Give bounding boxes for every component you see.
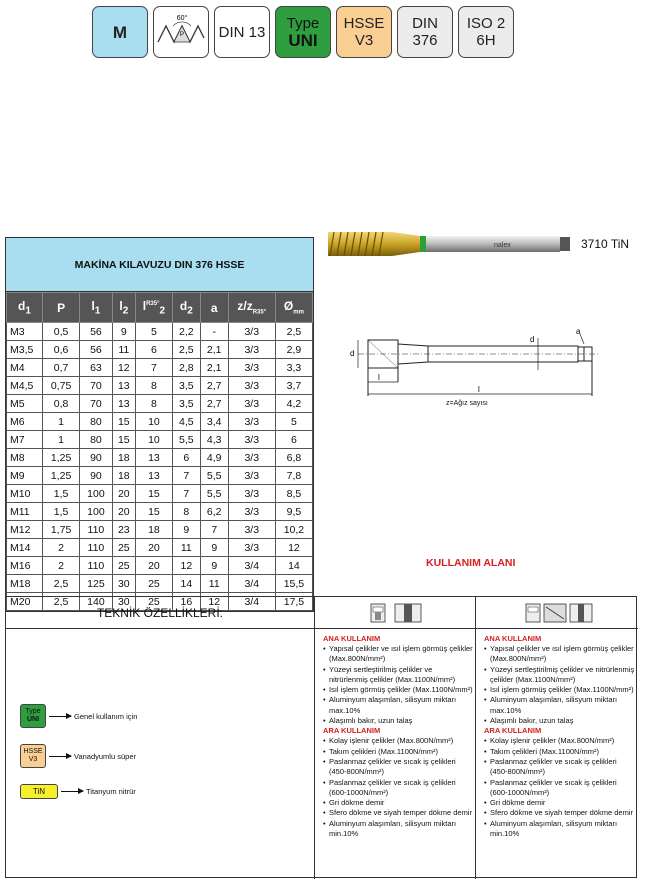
table-cell: 11 xyxy=(172,539,200,557)
table-cell: 20 xyxy=(135,557,172,575)
table-header-row xyxy=(7,293,313,323)
table-cell: 3/3 xyxy=(228,341,275,359)
table-cell: 15 xyxy=(135,485,172,503)
list-item: • Yüzeyi sertleştirilmiş çelikler ve nitrürlenmiş çelikler (Max.1100N/mm²) xyxy=(484,665,636,686)
hsse-badge-small xyxy=(20,744,46,768)
features-grid xyxy=(5,596,637,878)
table-cell: 14 xyxy=(172,575,200,593)
secondary-usage-heading: ARA KULLANIM xyxy=(484,726,542,736)
table-cell: M9 xyxy=(7,467,43,485)
table-cell: 5 xyxy=(275,413,312,431)
table-cell: 3/4 xyxy=(228,557,275,575)
table-cell: 9 xyxy=(200,557,228,575)
table-cell: 8 xyxy=(135,395,172,413)
table-cell: 25 xyxy=(135,575,172,593)
table-cell: 56 xyxy=(80,323,113,341)
din-number-label: 376 xyxy=(412,32,438,49)
list-item: • Sfero dökme ve siyah temper dökme demir xyxy=(484,808,636,818)
table-cell: 18 xyxy=(112,449,135,467)
d1-label: d xyxy=(350,349,355,358)
technical-drawing xyxy=(318,320,608,410)
table-cell: 125 xyxy=(80,575,113,593)
table-cell: 2 xyxy=(43,557,80,575)
table-cell: 11 xyxy=(200,575,228,593)
type-label: Type xyxy=(286,15,320,32)
table-cell: M18 xyxy=(7,575,43,593)
table-cell: 1,25 xyxy=(43,449,80,467)
table-cell: 4,3 xyxy=(200,431,228,449)
table-cell: 140 xyxy=(80,593,113,611)
table-cell: 2,5 xyxy=(43,575,80,593)
arrow-icon xyxy=(49,716,71,717)
table-cell: 80 xyxy=(80,431,113,449)
table-cell: 0,5 xyxy=(43,323,80,341)
table-cell: 0,7 xyxy=(43,359,80,377)
table-row xyxy=(7,467,313,485)
header-symbol: l xyxy=(142,298,147,313)
header-symbol: d xyxy=(18,298,26,313)
din13-badge xyxy=(214,6,270,58)
table-cell: 3/4 xyxy=(228,593,275,611)
table-row xyxy=(7,449,313,467)
list-item: • Isıl işlem görmüş çelikler (Max.1100N/mm²) xyxy=(484,685,636,695)
table-cell: 8 xyxy=(135,377,172,395)
table-row xyxy=(7,485,313,503)
list-item: • Gri dökme demir xyxy=(323,798,473,808)
table-cell: 10 xyxy=(135,431,172,449)
through-hole-icon xyxy=(476,597,638,629)
table-row xyxy=(7,323,313,341)
list-item: • Isıl işlem görmüş çelikler (Max.1100N/mm²) xyxy=(323,685,473,695)
table-cell: 1 xyxy=(43,431,80,449)
header-subscript: 2 xyxy=(159,305,166,317)
list-item: • Paslanmaz çelikler ve sıcak iş çelikleri (600-1000N/mm²) xyxy=(323,778,473,799)
table-cell: 3/3 xyxy=(228,323,275,341)
table-cell: 3/3 xyxy=(228,503,275,521)
din13-label: DIN 13 xyxy=(218,23,266,41)
table-cell: 2,7 xyxy=(200,395,228,413)
table-cell: 12 xyxy=(112,359,135,377)
list-item: • Takım çelikleri (Max.1100N/mm²) xyxy=(323,747,473,757)
tin-description: Titanyum nitrür xyxy=(86,787,136,796)
table-cell: 90 xyxy=(80,449,113,467)
column-header xyxy=(275,293,312,323)
column-header xyxy=(172,293,200,323)
secondary-usage-list xyxy=(323,736,473,839)
table-cell: M8 xyxy=(7,449,43,467)
table-row xyxy=(7,503,313,521)
thread-profile-badge xyxy=(153,6,209,58)
table-cell: 13 xyxy=(112,395,135,413)
table-cell: 7 xyxy=(172,485,200,503)
table-cell: 0,75 xyxy=(43,377,80,395)
table-cell: 90 xyxy=(80,467,113,485)
list-item: • Kolay işlenir çelikler (Max.800N/mm²) xyxy=(484,736,636,746)
table-cell: 16 xyxy=(172,593,200,611)
table-cell: M4 xyxy=(7,359,43,377)
table-cell: 3/3 xyxy=(228,485,275,503)
blind-hole-icon xyxy=(315,597,476,629)
table-cell: 1,5 xyxy=(43,485,80,503)
badge-row xyxy=(92,6,514,58)
table-cell: 2,1 xyxy=(200,359,228,377)
table-cell: 7,8 xyxy=(275,467,312,485)
table-cell: 25 xyxy=(112,557,135,575)
table-cell: 2,9 xyxy=(275,341,312,359)
table-cell: 1,75 xyxy=(43,521,80,539)
table-cell: 6,8 xyxy=(275,449,312,467)
table-cell: M20 xyxy=(7,593,43,611)
product-name: 3710 TiN xyxy=(581,237,630,251)
usage-column-1 xyxy=(315,629,476,879)
table-row xyxy=(7,557,313,575)
table-row xyxy=(7,377,313,395)
a-label: a xyxy=(576,327,581,336)
table-cell: 4,5 xyxy=(172,413,200,431)
table-cell: 2,5 xyxy=(43,593,80,611)
table-cell: 3/3 xyxy=(228,521,275,539)
angle-label: 60° xyxy=(176,15,188,22)
din-label: DIN xyxy=(412,15,438,32)
v3-label: V3 xyxy=(354,32,374,49)
table-cell: M3 xyxy=(7,323,43,341)
tap-photo xyxy=(324,224,574,264)
table-row xyxy=(7,359,313,377)
list-item: • Aluminyum alaşımları, silisyum miktarı max.10% xyxy=(484,695,636,716)
table-cell: 2,5 xyxy=(172,341,200,359)
table-cell: 1,25 xyxy=(43,467,80,485)
table-cell: 13 xyxy=(135,467,172,485)
spec-table-container xyxy=(5,237,314,612)
table-cell: 10 xyxy=(135,413,172,431)
table-row xyxy=(7,575,313,593)
table-cell: 3,7 xyxy=(275,377,312,395)
list-item: • Aluminyum alaşımları, silisyum miktarı max.10% xyxy=(323,695,473,716)
arrow-icon xyxy=(49,756,71,757)
table-cell: 7 xyxy=(135,359,172,377)
uni-description: Genel kullanım için xyxy=(74,711,138,721)
uni-line1: Type xyxy=(25,708,41,715)
table-cell: M11 xyxy=(7,503,43,521)
header-symbol: l xyxy=(91,298,95,313)
hsse-badge xyxy=(336,6,392,58)
table-cell: 15 xyxy=(112,413,135,431)
main-usage-heading: ANA KULLANIM xyxy=(484,634,542,643)
list-item: • Kolay işlenir çelikler (Max.800N/mm²) xyxy=(323,736,473,746)
header-subscript: 1 xyxy=(25,305,31,317)
table-cell: 2 xyxy=(43,539,80,557)
table-cell: M3,5 xyxy=(7,341,43,359)
legend-tin xyxy=(20,784,136,799)
table-cell: 0,8 xyxy=(43,395,80,413)
list-item: • Takım çelikleri (Max.1100N/mm²) xyxy=(484,747,636,757)
header-symbol: d xyxy=(179,298,188,313)
table-cell: 110 xyxy=(80,521,113,539)
list-item: • Aluminyum alaşımları, silisyum miktarı min.10% xyxy=(484,819,636,840)
table-cell: 20 xyxy=(112,503,135,521)
table-cell: 15 xyxy=(135,503,172,521)
table-row xyxy=(7,521,313,539)
table-cell: 1,5 xyxy=(43,503,80,521)
table-cell: 100 xyxy=(80,485,113,503)
legend-hsse xyxy=(20,744,136,768)
column-header xyxy=(112,293,135,323)
table-cell: 20 xyxy=(112,485,135,503)
table-cell: 18 xyxy=(112,467,135,485)
table-cell: 3,5 xyxy=(172,395,200,413)
list-item: • Paslanmaz çelikler ve sıcak iş çelikleri (450-800N/mm²) xyxy=(484,757,636,778)
table-cell: 3/4 xyxy=(228,575,275,593)
table-cell: 4,9 xyxy=(200,449,228,467)
usage-column-2 xyxy=(476,629,638,879)
table-cell: 3,3 xyxy=(275,359,312,377)
d2-label: d xyxy=(530,335,535,344)
column-header xyxy=(7,293,43,323)
iso-class-label: 6H xyxy=(476,32,496,49)
table-cell: 3/3 xyxy=(228,467,275,485)
flute-count-label: z=Ağız sayısı xyxy=(446,400,488,407)
table-cell: M12 xyxy=(7,521,43,539)
table-cell: 12 xyxy=(200,593,228,611)
material-icons-1 xyxy=(315,597,476,629)
table-cell: 70 xyxy=(80,377,113,395)
hsse-description: Vanadyumlu süper xyxy=(74,751,136,761)
list-item: • Yapısal çelikler ve ısıl işlem görmüş çelikler (Max.800N/mm²) xyxy=(484,644,636,665)
table-cell: 13 xyxy=(112,377,135,395)
table-cell: 80 xyxy=(80,413,113,431)
table-cell: 30 xyxy=(112,593,135,611)
table-cell: 3/3 xyxy=(228,377,275,395)
table-cell: 6 xyxy=(135,341,172,359)
header-subscript: R35° xyxy=(252,309,267,316)
header-superscript: R35° xyxy=(146,300,160,307)
header-symbol: Ø xyxy=(283,299,294,314)
table-cell: - xyxy=(200,323,228,341)
iso-badge xyxy=(458,6,514,58)
table-cell: 4,2 xyxy=(275,395,312,413)
table-cell: 8,5 xyxy=(275,485,312,503)
table-cell: 13 xyxy=(135,449,172,467)
table-cell: 6 xyxy=(275,431,312,449)
table-row xyxy=(7,431,313,449)
column-header xyxy=(200,293,228,323)
list-item: • Paslanmaz çelikler ve sıcak iş çelikleri (450-800N/mm²) xyxy=(323,757,473,778)
table-cell: 2,7 xyxy=(200,377,228,395)
secondary-usage-list xyxy=(484,736,636,839)
table-cell: 63 xyxy=(80,359,113,377)
table-cell: 5 xyxy=(135,323,172,341)
table-cell: 30 xyxy=(112,575,135,593)
table-cell: 70 xyxy=(80,395,113,413)
list-item: • Gri dökme demir xyxy=(484,798,636,808)
l2-label: l xyxy=(378,373,380,382)
table-cell: 2,2 xyxy=(172,323,200,341)
table-cell: 5,5 xyxy=(172,431,200,449)
uni-label: UNI xyxy=(288,31,318,50)
spec-table xyxy=(6,292,313,611)
table-cell: M10 xyxy=(7,485,43,503)
table-cell: 20 xyxy=(135,539,172,557)
table-cell: 5,5 xyxy=(200,485,228,503)
table-cell: 11 xyxy=(112,341,135,359)
type-uni-badge xyxy=(275,6,331,58)
table-cell: 9 xyxy=(172,521,200,539)
table-cell: 3/3 xyxy=(228,431,275,449)
column-header xyxy=(135,293,172,323)
table-row xyxy=(7,413,313,431)
legend-uni xyxy=(20,704,137,728)
iso-label: ISO 2 xyxy=(466,15,506,32)
table-cell: M6 xyxy=(7,413,43,431)
table-cell: 9 xyxy=(112,323,135,341)
header-symbol: z/z xyxy=(237,299,253,314)
pitch-label: P xyxy=(179,32,185,38)
l1-label: l xyxy=(478,385,480,394)
header-subscript: 1 xyxy=(94,305,101,317)
table-cell: 56 xyxy=(80,341,113,359)
header-symbol: a xyxy=(210,300,218,315)
table-cell: 3/3 xyxy=(228,539,275,557)
table-cell: 8 xyxy=(172,503,200,521)
table-cell: 3/3 xyxy=(228,359,275,377)
column-header xyxy=(228,293,275,323)
table-cell: 7 xyxy=(200,521,228,539)
table-cell: 10,2 xyxy=(275,521,312,539)
thread-profile-icon xyxy=(156,10,206,54)
table-cell: 110 xyxy=(80,557,113,575)
table-cell: 3/3 xyxy=(228,413,275,431)
table-row xyxy=(7,539,313,557)
header-subscript: mm xyxy=(293,309,304,316)
tin-badge-small: TiN xyxy=(20,784,58,799)
table-cell: 18 xyxy=(135,521,172,539)
brand-label: nalex xyxy=(494,242,511,249)
table-cell: 2,5 xyxy=(275,323,312,341)
metric-label: M xyxy=(112,22,128,42)
table-cell: 7 xyxy=(172,467,200,485)
table-cell: 9 xyxy=(200,539,228,557)
legend-panel xyxy=(6,629,315,879)
main-usage-list xyxy=(323,644,473,726)
table-cell: 25 xyxy=(135,593,172,611)
table-cell: 2,1 xyxy=(200,341,228,359)
table-cell: 110 xyxy=(80,539,113,557)
header-subscript: 2 xyxy=(122,305,129,317)
header-subscript: 2 xyxy=(187,305,193,317)
table-cell: 6 xyxy=(172,449,200,467)
table-cell: 6,2 xyxy=(200,503,228,521)
table-cell: 3/3 xyxy=(228,449,275,467)
metric-badge xyxy=(92,6,148,58)
table-cell: 3,4 xyxy=(200,413,228,431)
uni-badge-small xyxy=(20,704,46,728)
secondary-usage-heading: ARA KULLANIM xyxy=(323,726,381,736)
table-cell: 15 xyxy=(112,431,135,449)
list-item: • Paslanmaz çelikler ve sıcak iş çelikleri (600-1000N/mm²) xyxy=(484,778,636,799)
header-symbol: P xyxy=(57,300,66,315)
uni-line2: UNI xyxy=(26,716,40,723)
table-row xyxy=(7,395,313,413)
column-header xyxy=(43,293,80,323)
table-cell: M7 xyxy=(7,431,43,449)
table-body xyxy=(7,323,313,611)
table-cell: 17,5 xyxy=(275,593,312,611)
header-symbol: l xyxy=(119,298,123,313)
hsse-line1: HSSE xyxy=(23,748,43,755)
table-title: MAKİNA KILAVUZU DIN 376 HSSE xyxy=(6,238,313,292)
table-cell: 100 xyxy=(80,503,113,521)
table-cell: 23 xyxy=(112,521,135,539)
table-cell: 12 xyxy=(275,539,312,557)
table-cell: 3/3 xyxy=(228,395,275,413)
main-usage-list xyxy=(484,644,636,726)
list-item: • Alaşımlı bakır, uzun talaş xyxy=(484,716,636,726)
table-cell: 1 xyxy=(43,413,80,431)
list-item: • Yapısal çelikler ve ısıl işlem görmüş çelikler (Max.800N/mm²) xyxy=(323,644,473,665)
list-item: • Yüzeyi sertleştirilmiş çelikler ve nitrürlenmiş çelikler (Max.1100N/mm²) xyxy=(323,665,473,686)
table-row xyxy=(7,341,313,359)
list-item: • Aluminyum alaşımları, silisyum miktarı min.10% xyxy=(323,819,473,840)
material-icons-2 xyxy=(476,597,638,629)
table-cell: 25 xyxy=(112,539,135,557)
table-cell: M14 xyxy=(7,539,43,557)
table-cell: 0,6 xyxy=(43,341,80,359)
din376-badge xyxy=(397,6,453,58)
main-usage-heading: ANA KULLANIM xyxy=(323,634,381,643)
table-cell: 2,8 xyxy=(172,359,200,377)
table-cell: 15,5 xyxy=(275,575,312,593)
table-cell: 14 xyxy=(275,557,312,575)
hsse-label: HSSE xyxy=(343,15,385,32)
table-cell: M5 xyxy=(7,395,43,413)
hsse-line2: V3 xyxy=(28,756,38,763)
arrow-icon xyxy=(61,791,83,792)
technical-features-heading: TEKNİK ÖZELLİKLERİ: xyxy=(6,597,315,629)
table-cell: M4,5 xyxy=(7,377,43,395)
table-cell: 9,5 xyxy=(275,503,312,521)
list-item: • Sfero dökme ve siyah temper dökme demir xyxy=(323,808,473,818)
table-cell: 3,5 xyxy=(172,377,200,395)
table-cell: 5,5 xyxy=(200,467,228,485)
list-item: • Alaşımlı bakır, uzun talaş xyxy=(323,716,473,726)
table-cell: 12 xyxy=(172,557,200,575)
usage-area-heading: KULLANIM ALANI xyxy=(426,557,516,569)
table-cell: M16 xyxy=(7,557,43,575)
column-header xyxy=(80,293,113,323)
